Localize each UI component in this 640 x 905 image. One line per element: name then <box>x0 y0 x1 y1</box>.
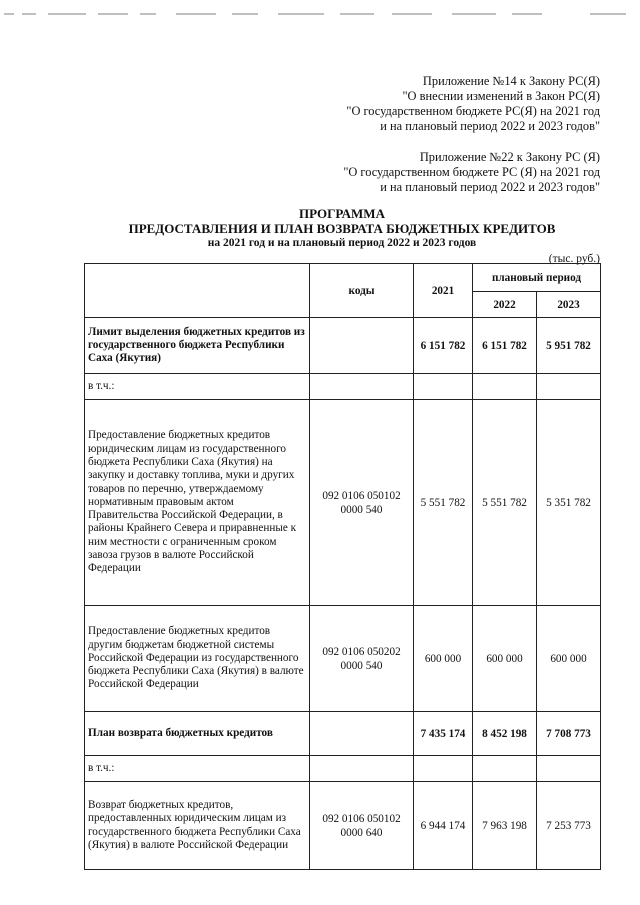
row-value-2022 <box>473 756 537 782</box>
budget-credits-table <box>84 263 601 870</box>
table-header-row <box>85 264 601 292</box>
annex-22-line: "О государственном бюджете РС (Я) на 2021 год <box>343 165 600 179</box>
row-value-2022: 600 000 <box>473 606 537 712</box>
row-value-2021: 5 551 782 <box>414 400 473 606</box>
row-value-2023 <box>537 374 601 400</box>
row-value-2021 <box>414 374 473 400</box>
document-subtitle: ПРЕДОСТАВЛЕНИЯ И ПЛАН ВОЗВРАТА БЮДЖЕТНЫХ КРЕДИТОВ <box>128 221 556 236</box>
annex-22-line: и на плановый период 2022 и 2023 годов" <box>380 180 600 194</box>
row-value-2023: 600 000 <box>537 606 601 712</box>
row-code: 092 0106 050202 0000 540 <box>310 606 414 712</box>
row-value-2022: 7 963 198 <box>473 782 537 870</box>
row-code <box>310 712 414 756</box>
units-note: (тыс. руб.) <box>548 253 600 265</box>
document-period: на 2021 год и на плановый период 2022 и 2023 годов <box>207 237 477 249</box>
header-codes: коды <box>310 264 414 318</box>
row-value-2022: 8 452 198 <box>473 712 537 756</box>
scan-noise-top <box>0 13 640 19</box>
row-value-2022: 5 551 782 <box>473 400 537 606</box>
annex-14-line: Приложение №14 к Закону РС(Я) <box>422 74 600 88</box>
annex-22-block <box>343 150 600 195</box>
table-row <box>85 374 601 400</box>
row-value-2021: 7 435 174 <box>414 712 473 756</box>
row-value-2021: 6 944 174 <box>414 782 473 870</box>
row-code <box>310 374 414 400</box>
row-description: Лимит выделения бюджетных кредитов из государственного бюджета Республики Саха (Якутия) <box>85 318 310 374</box>
row-description: Предоставление бюджетных кредитов юридическим лицам из государственного бюджета Республики Саха (Якутия) на закупку и доставку топлива, муки и других товаров по перечню, утверждаемому нормативным правовым актом Правительства Российской Федерации, в районы Крайнего Севера и приравненные к ним местности с ограниченным сроком завоза грузов в валюте Российской Федерации <box>85 400 310 606</box>
row-description: в т.ч.: <box>85 374 310 400</box>
table-row <box>85 712 601 756</box>
document-title: ПРОГРАММА <box>299 206 385 221</box>
row-value-2021: 6 151 782 <box>414 318 473 374</box>
table-row <box>85 400 601 606</box>
row-description: План возврата бюджетных кредитов <box>85 712 310 756</box>
header-planning-period: плановый период <box>473 264 601 292</box>
row-value-2023: 5 951 782 <box>537 318 601 374</box>
row-value-2023: 7 708 773 <box>537 712 601 756</box>
row-value-2022 <box>473 374 537 400</box>
table-row <box>85 606 601 712</box>
annex-14-line: "О государственном бюджете РС(Я) на 2021 год <box>346 104 600 118</box>
row-value-2021 <box>414 756 473 782</box>
row-value-2023: 7 253 773 <box>537 782 601 870</box>
annex-14-block <box>346 74 600 134</box>
header-2021: 2021 <box>414 264 473 318</box>
row-code <box>310 318 414 374</box>
row-value-2021: 600 000 <box>414 606 473 712</box>
row-value-2023 <box>537 756 601 782</box>
table-row <box>85 318 601 374</box>
row-value-2022: 6 151 782 <box>473 318 537 374</box>
annex-14-line: "О внеснии изменений в Закон РС(Я) <box>402 89 600 103</box>
row-code: 092 0106 050102 0000 640 <box>310 782 414 870</box>
table-row <box>85 756 601 782</box>
row-code: 092 0106 050102 0000 540 <box>310 400 414 606</box>
row-description: Предоставление бюджетных кредитов другим бюджетам бюджетной системы Российской Федерации из государственного бюджета Республики Саха (Якутия) в валюте Российской Федерации <box>85 606 310 712</box>
annex-22-line: Приложение №22 к Закону РС (Я) <box>419 150 600 164</box>
row-description: в т.ч.: <box>85 756 310 782</box>
row-value-2023: 5 351 782 <box>537 400 601 606</box>
annex-14-line: и на плановый период 2022 и 2023 годов" <box>380 119 600 133</box>
row-description: Возврат бюджетных кредитов, предоставленных юридическим лицам из государственного бюджета Республики Саха (Якутия) в валюте Российской Федерации <box>85 782 310 870</box>
header-description-cell <box>85 264 310 318</box>
header-2023: 2023 <box>537 292 601 318</box>
header-2022: 2022 <box>473 292 537 318</box>
row-code <box>310 756 414 782</box>
table-row <box>85 782 601 870</box>
